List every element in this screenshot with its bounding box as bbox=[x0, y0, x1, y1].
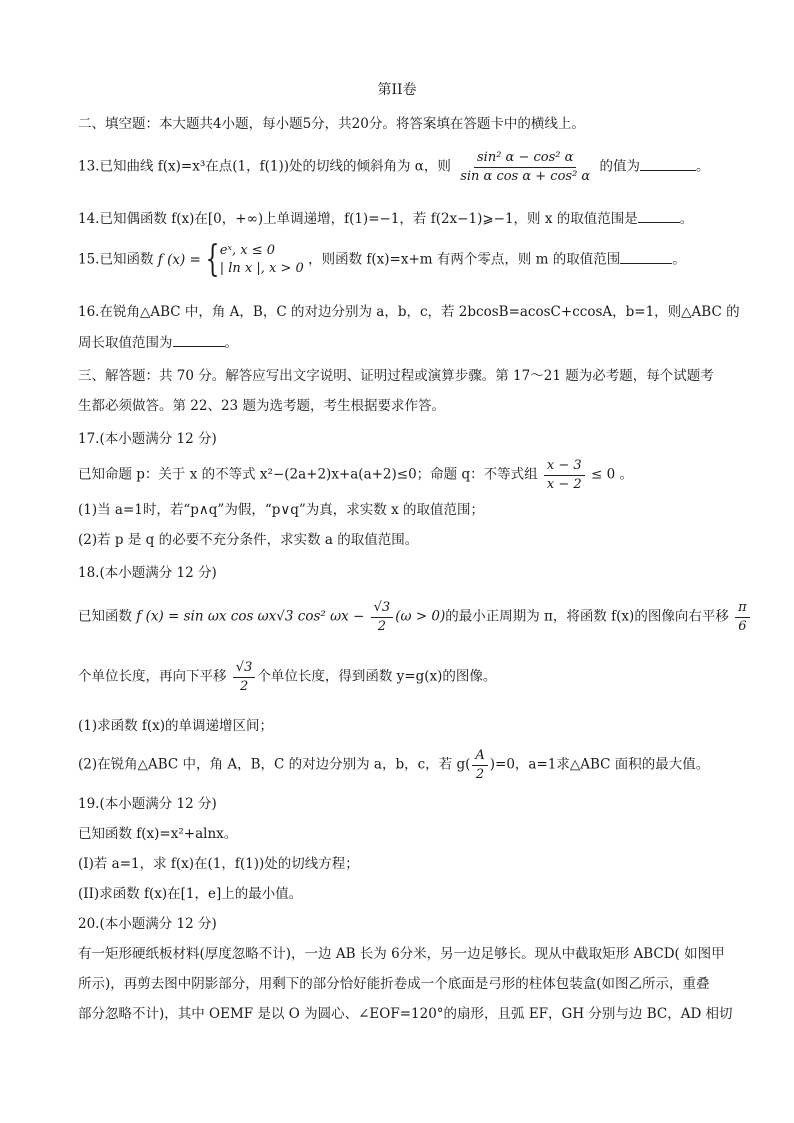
q17-numerator: x − 3 bbox=[544, 458, 585, 476]
q15-answer-blank bbox=[620, 251, 672, 264]
q15-cases bbox=[220, 242, 304, 278]
q18-fraction-4-den: 2 bbox=[475, 766, 485, 782]
q20-line-1: 有一矩形硬纸板材料(厚度忽略不计)，一边 AB 长为 6分米，另一边足够长。现从中截取矩形 ABCD( 如图甲 bbox=[78, 946, 725, 962]
q14-end: 。 bbox=[679, 211, 694, 227]
q16-end: 。 bbox=[224, 335, 238, 351]
q17-stem-post: ≤ 0 。 bbox=[590, 466, 633, 483]
section3-line-1: 三、解答题：共 70 分。解答应写出文字说明、证明过程或演算步骤。第 17～21 题为必考题，每个试题考 bbox=[78, 368, 714, 384]
q15-end: 。 bbox=[672, 251, 686, 268]
page-title: 第II卷 bbox=[377, 82, 417, 98]
q18-p2-pre: (2)在锐角△ABC 中，角 A，B，C 的对边分别为 a，b，c，若 g( bbox=[78, 756, 471, 773]
q17-fraction bbox=[544, 458, 585, 492]
q18-line2-post: 个单位长度，得到函数 y=g(x)的图像。 bbox=[257, 668, 497, 685]
q18-stem bbox=[78, 600, 747, 634]
q18-fraction-4-num: A bbox=[472, 748, 487, 766]
q18-fraction-2-num: π bbox=[735, 600, 750, 618]
q19-stem: 已知函数 f(x)=x²+alnx。 bbox=[78, 826, 238, 842]
q17-denominator: x − 2 bbox=[546, 476, 582, 492]
question-16-line-1: 16.在锐角△ABC 中，角 A，B，C 的对边分别为 a，b，c，若 2bcosB=acosC+ccosA，b=1，则△ABC 的 bbox=[78, 304, 740, 320]
q13-end: 。 bbox=[696, 158, 710, 175]
q14-text: 14.已知偶函数 f(x)在[0，+∞)上单调递增，f(1)=−1，若 f(2x−1)⩾−1，则 x 的取值范围是 bbox=[78, 211, 638, 227]
q19-heading: 19.(本小题满分 12 分) bbox=[78, 796, 217, 812]
question-13 bbox=[78, 150, 732, 184]
question-14 bbox=[78, 210, 732, 228]
q18-fraction-4 bbox=[472, 748, 487, 782]
q14-answer-blank bbox=[638, 210, 680, 223]
q18-line-2 bbox=[78, 660, 732, 694]
q18-fraction-1-num: √3 bbox=[371, 600, 394, 618]
q15-post: ，则函数 f(x)=x+m 有两个零点，则 m 的取值范围 bbox=[308, 251, 621, 268]
q18-formula-b: (ω > 0) bbox=[395, 608, 446, 625]
q13-answer-blank bbox=[640, 158, 696, 171]
q18-formula-a: f (x) = sin ωx cos ωx√3 cos² ωx − bbox=[136, 608, 365, 625]
q18-fraction-3-den: 2 bbox=[239, 678, 249, 694]
q17-stem-pre: 已知命题 p：关于 x 的不等式 x²−(2a+2)x+a(a+2)≤0；命题 q：不等式组 bbox=[78, 466, 538, 483]
q13-fraction bbox=[457, 150, 593, 184]
q16-line2: 周长取值范围为 bbox=[78, 335, 173, 351]
q18-fraction-2-den: 6 bbox=[738, 618, 747, 634]
q16-answer-blank bbox=[173, 334, 225, 347]
q17-part-1: (1)当 a=1时，若“p∧q”为假，“p∨q”为真，求实数 x 的取值范围； bbox=[78, 502, 484, 518]
q18-part-2 bbox=[78, 748, 732, 782]
q17-stem bbox=[78, 458, 732, 492]
q13-denominator: sin α cos α + cos² α bbox=[460, 168, 591, 184]
q17-heading: 17.(本小题满分 12 分) bbox=[78, 431, 217, 447]
q18-stem-pre: 已知函数 bbox=[78, 608, 132, 625]
q18-p2-post: )=0，a=1求△ABC 面积的最大值。 bbox=[489, 756, 710, 773]
question-16-line-2 bbox=[78, 334, 732, 352]
q18-line2-pre: 个单位长度，再向下平移 bbox=[78, 668, 227, 685]
q18-fraction-3 bbox=[233, 660, 256, 694]
q19-part-1: (I)若 a=1，求 f(x)在(1，f(1))处的切线方程； bbox=[78, 856, 359, 872]
q15-case-2: | ln x |, x > 0 bbox=[219, 261, 304, 277]
q19-part-2: (II)求函数 f(x)在[1，e]上的最小值。 bbox=[78, 886, 303, 902]
q18-fraction-1 bbox=[371, 600, 394, 634]
q13-numerator: sin² α − cos² α bbox=[474, 150, 576, 168]
q15-fx: f (x) = bbox=[157, 251, 201, 268]
q18-fraction-1-den: 2 bbox=[377, 618, 387, 634]
q18-stem-mid: 的最小正周期为 π，将函数 f(x)的图像向右平移 bbox=[445, 608, 729, 625]
q15-pre: 15.已知函数 bbox=[78, 251, 154, 268]
q15-piecewise bbox=[157, 239, 304, 281]
q20-line-3: 部分忽略不计)，其中 OEMF 是以 O 为圆心、∠EOF=120°的扇形，且弧 EF，GH 分别与边 BC，AD 相切 bbox=[78, 1006, 733, 1022]
section2-heading: 二、填空题：本大题共4小题，每小题5分，共20分。将答案填在答题卡中的横线上。 bbox=[78, 116, 585, 132]
q18-part-1: (1)求函数 f(x)的单调递增区间； bbox=[78, 718, 274, 734]
q17-part-2: (2)若 p 是 q 的必要不充分条件，求实数 a 的取值范围。 bbox=[78, 532, 419, 548]
section3-line-2: 生都必须做答。第 22、23 题为选考题，考生根据要求作答。 bbox=[78, 398, 445, 414]
q18-fraction-2 bbox=[735, 600, 750, 634]
q13-post: 的值为 bbox=[599, 158, 640, 175]
q13-pre: 13.已知曲线 f(x)=x³在点(1，f(1))处的切线的倾斜角为 α，则 bbox=[78, 158, 451, 175]
q18-heading: 18.(本小题满分 12 分) bbox=[78, 565, 217, 581]
q20-line-2: 所示)，再剪去图中阴影部分，用剩下的部分恰好能折卷成一个底面是弓形的柱体包装盒(如图乙所示，重叠 bbox=[78, 976, 710, 992]
q20-heading: 20.(本小题满分 12 分) bbox=[78, 916, 217, 932]
q15-brace: { bbox=[205, 239, 220, 281]
q18-fraction-3-num: √3 bbox=[233, 660, 256, 678]
q15-case-1: eˣ, x ≤ 0 bbox=[219, 243, 276, 258]
question-15 bbox=[78, 239, 732, 281]
